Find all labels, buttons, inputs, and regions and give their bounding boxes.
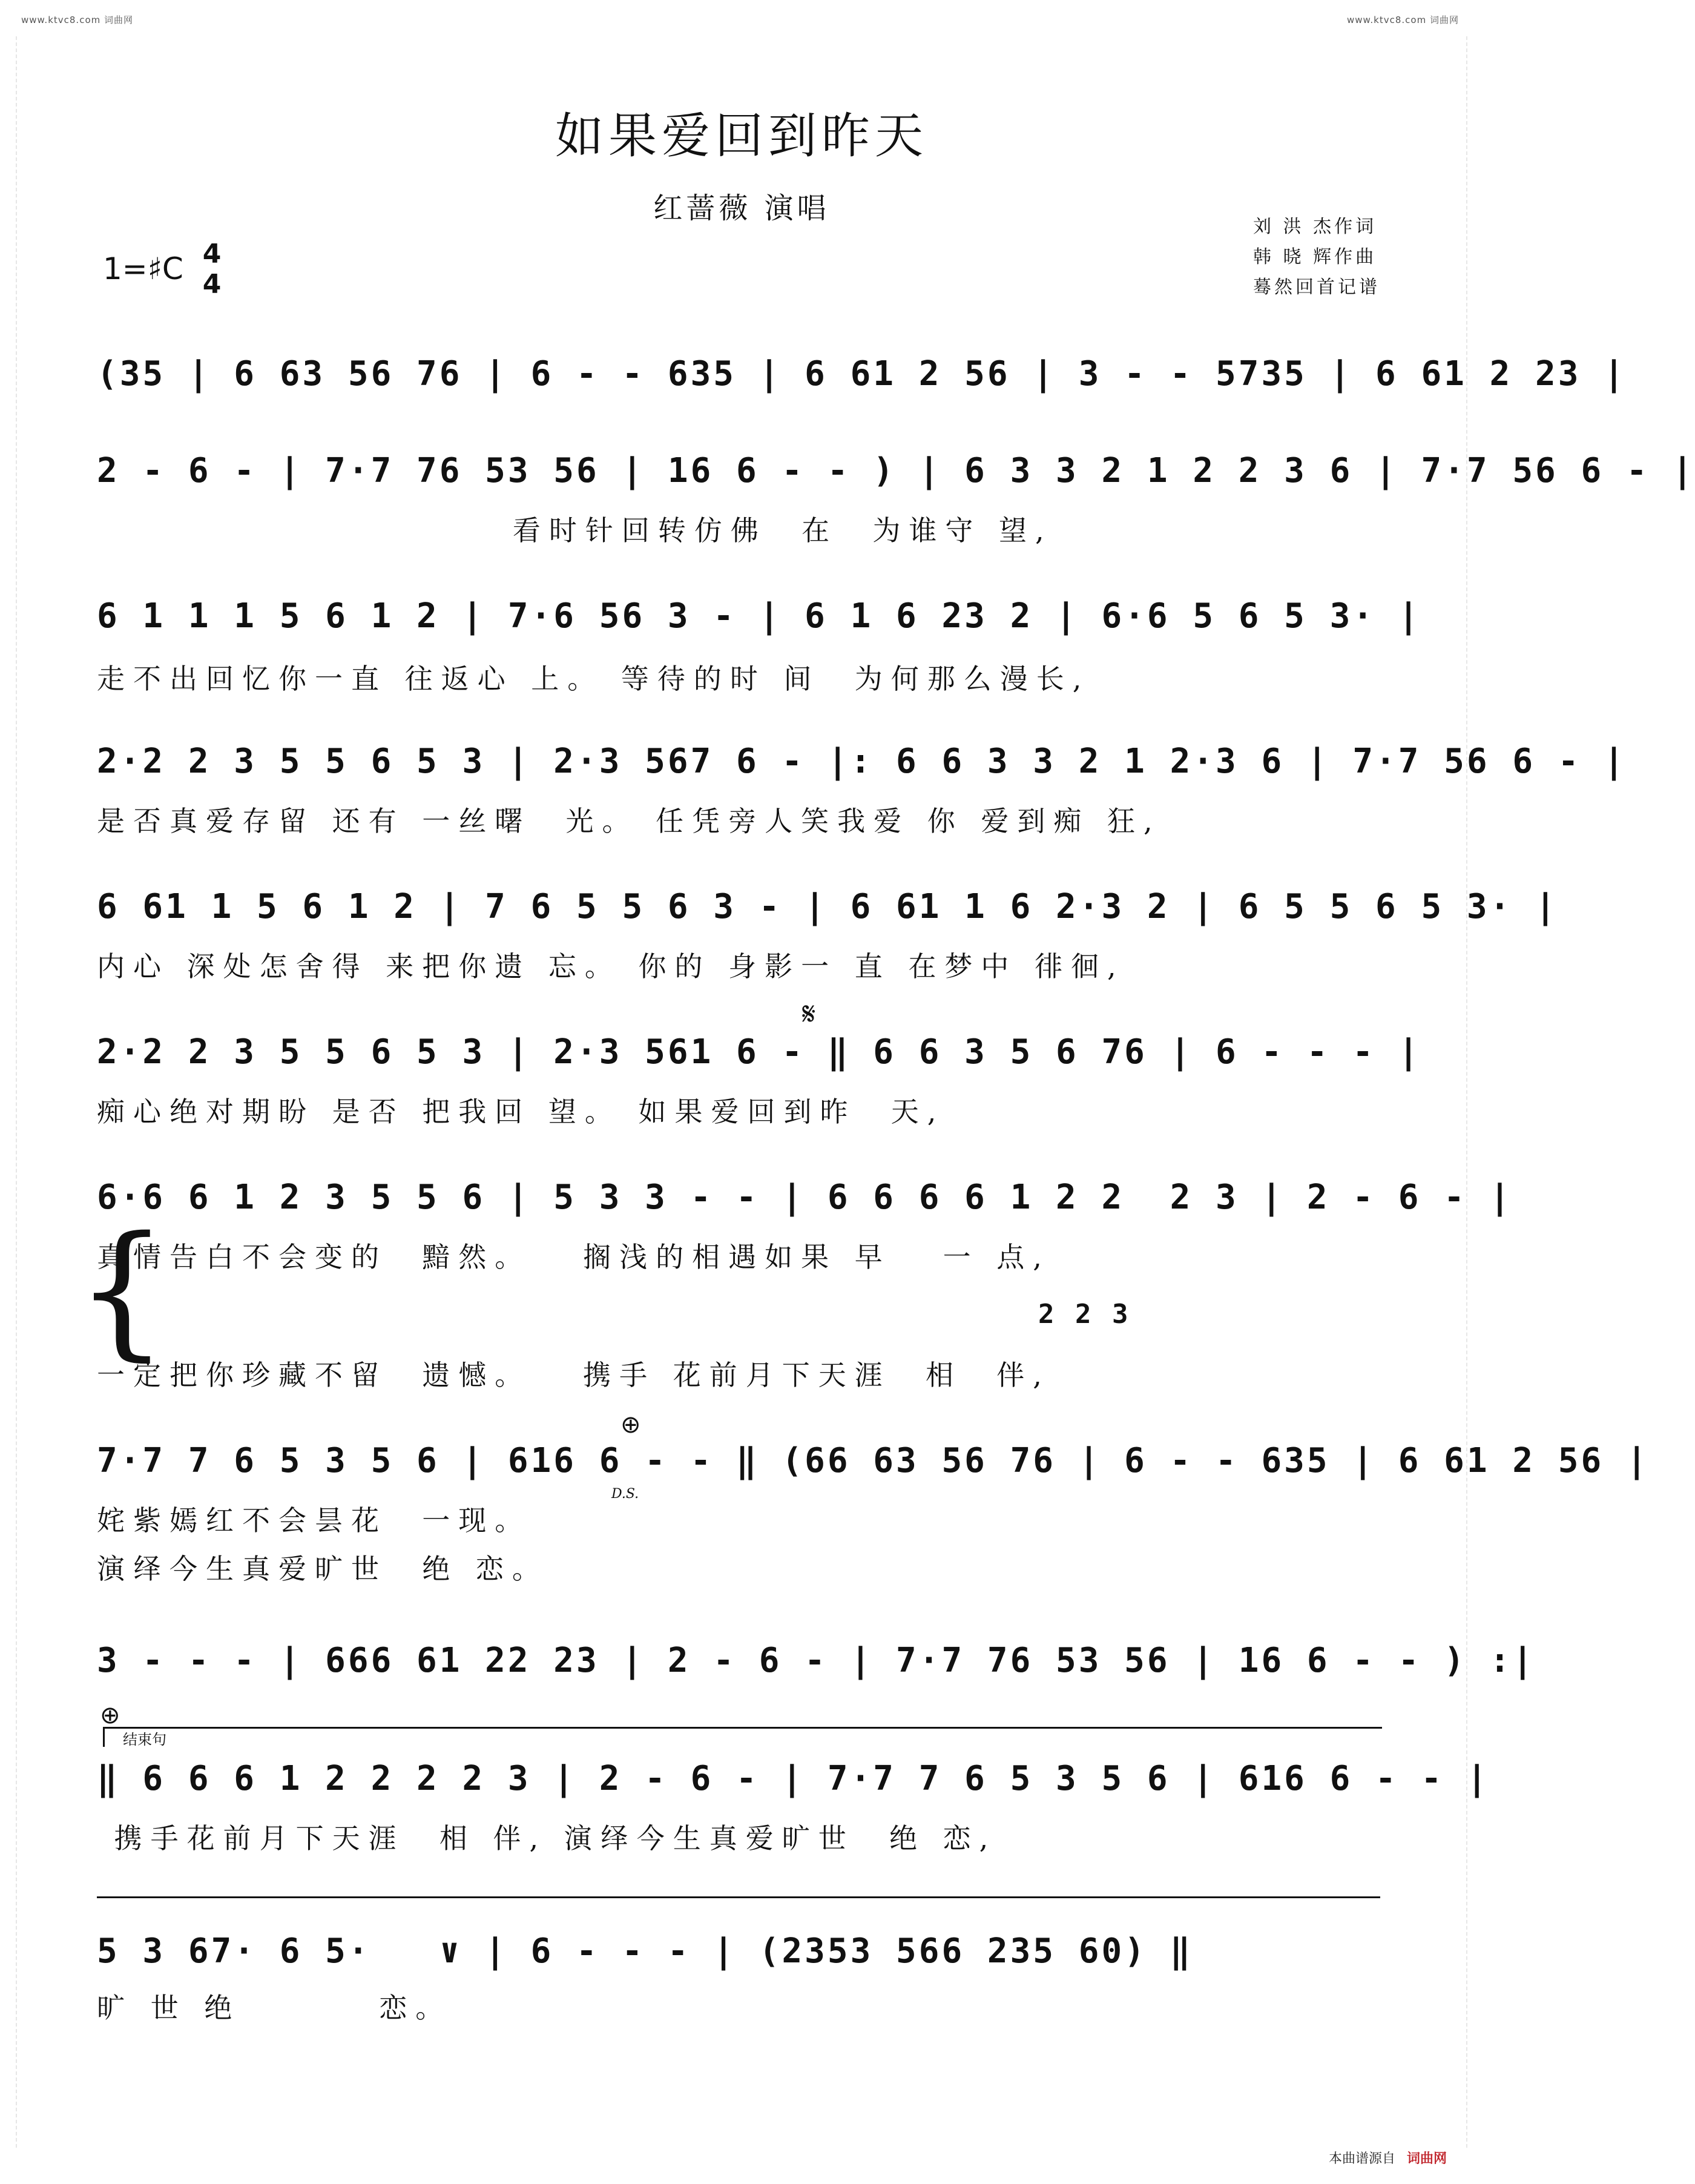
score-notes: 6·6 6 1 2 3 5 5 6 | 5 3 3 - - | 6 6 6 6 1 2 2 2 3 | 2 - 6 - | [97,1178,1513,1217]
segno-icon: 𝄋 [802,996,816,1032]
credits [1253,212,1380,303]
lyric-line-verse-2: 演绎今生真爱旷世 绝 恋。 [97,1552,548,1585]
score-notes: 2 - 6 - | 7·7 76 53 56 | 16 6 - - ) | 6 3 3 2 1 2 2 3 6 | 7·7 56 6 - | [97,451,1695,490]
singer-line: 红蔷薇 演唱 [653,191,830,225]
composer-credit: 韩 晓 辉作曲 [1253,246,1377,268]
lyric-line: 携手花前月下天涯 相 伴, 演绎今生真爱旷世 绝 恋, [97,1822,997,1855]
page-edge-left [4,36,17,2148]
lyric-line-verse-1: 姹紫嫣红不会昙花 一现。 [97,1504,532,1537]
transcriber-credit: 蓦然回首记谱 [1253,277,1380,298]
alternate-notes: 2 2 3 [1038,1299,1131,1330]
ending-label: 结束句 [123,1731,166,1748]
time-signature-top: 4 [202,239,222,269]
score-notes: 3 - - - | 666 61 22 23 | 2 - 6 - | 7·7 76 53 56 | 16 6 - - ) :| [97,1641,1536,1680]
section-divider [97,1896,1380,1898]
lyric-line: 看时针回转仿佛 在 为谁守 望, [97,514,1053,547]
key-signature: 1=♯C [103,251,183,286]
lyric-line-verse-1: 真情告白不会变的 黯然。 搁浅的相遇如果 早 一 点, [97,1241,1050,1273]
ds-label: D.S. [611,1486,639,1502]
score-notes: 2·2 2 3 5 5 6 5 3 | 2·3 561 6 - ‖ 6 6 3 5 6 76 | 6 - - - | [97,1032,1421,1072]
lyric-line: 内心 深处怎舍得 来把你遗 忘。 你的 身影一 直 在梦中 徘徊, [97,950,1125,983]
score-notes: (35 | 6 63 56 76 | 6 - - 635 | 6 61 2 56 | 3 - - 5735 | 6 61 2 23 | [97,354,1627,394]
score-notes: 6 1 1 1 5 6 1 2 | 7·6 56 3 - | 6 1 6 23 2 | 6·6 5 6 5 3· | [97,596,1421,636]
score-notes: 6 61 1 5 6 1 2 | 7 6 5 5 6 3 - | 6 61 1 6 2·3 2 | 6 5 5 6 5 3· | [97,887,1558,926]
coda-icon: ⊕ [620,1411,641,1439]
lyric-line: 旷 世 绝 恋。 [97,1991,452,2024]
score-notes: ‖ 6 6 6 1 2 2 2 2 3 | 2 - 6 - | 7·7 7 6 5 3 5 6 | 616 6 - - | [97,1759,1490,1798]
score-notes: 2·2 2 3 5 5 6 5 3 | 2·3 567 6 - |: 6 6 3 3 2 1 2·3 6 | 7·7 56 6 - | [97,742,1627,781]
watermark-top-left: www.ktvc8.com 词曲网 [21,15,134,25]
lyric-line: 是否真爱存留 还有 一丝曙 光。 任凭旁人笑我爱 你 爱到痴 狂, [97,805,1161,837]
song-title: 如果爱回到昨天 [555,108,928,164]
lyric-line-verse-2: 一定把你珍藏不留 遗憾。 携手 花前月下天涯 相 伴, [97,1359,1050,1391]
verse-brace-icon: { [76,1205,168,1374]
time-signature-bottom: 4 [202,269,222,300]
score-notes: 7·7 7 6 5 3 5 6 | 616 6 - - ‖ (66 63 56 76 | 6 - - 635 | 6 61 2 56 | [97,1441,1650,1480]
lyric-line: 走不出回忆你一直 往返心 上。 等待的时 间 为何那么漫长, [97,662,1090,695]
page-edge-right [1466,36,1479,2148]
time-signature [200,239,224,300]
coda-icon: ⊕ [100,1701,120,1729]
lyricist-credit: 刘 洪 杰作词 [1253,216,1377,237]
watermark-top-right: www.ktvc8.com 词曲网 [1346,15,1459,25]
watermark-source: 本曲谱源自 [1328,2151,1395,2166]
watermark-bottom [1329,2148,1447,2167]
score-notes: 5 3 67· 6 5· ∨ | 6 - - - | (2353 566 235 60) ‖ [97,1932,1193,1971]
watermark-brand: 词曲网 [1406,2151,1447,2166]
ending-bracket [103,1727,1382,1747]
lyric-line: 痴心绝对期盼 是否 把我回 望。 如果爱回到昨 天, [97,1095,945,1128]
